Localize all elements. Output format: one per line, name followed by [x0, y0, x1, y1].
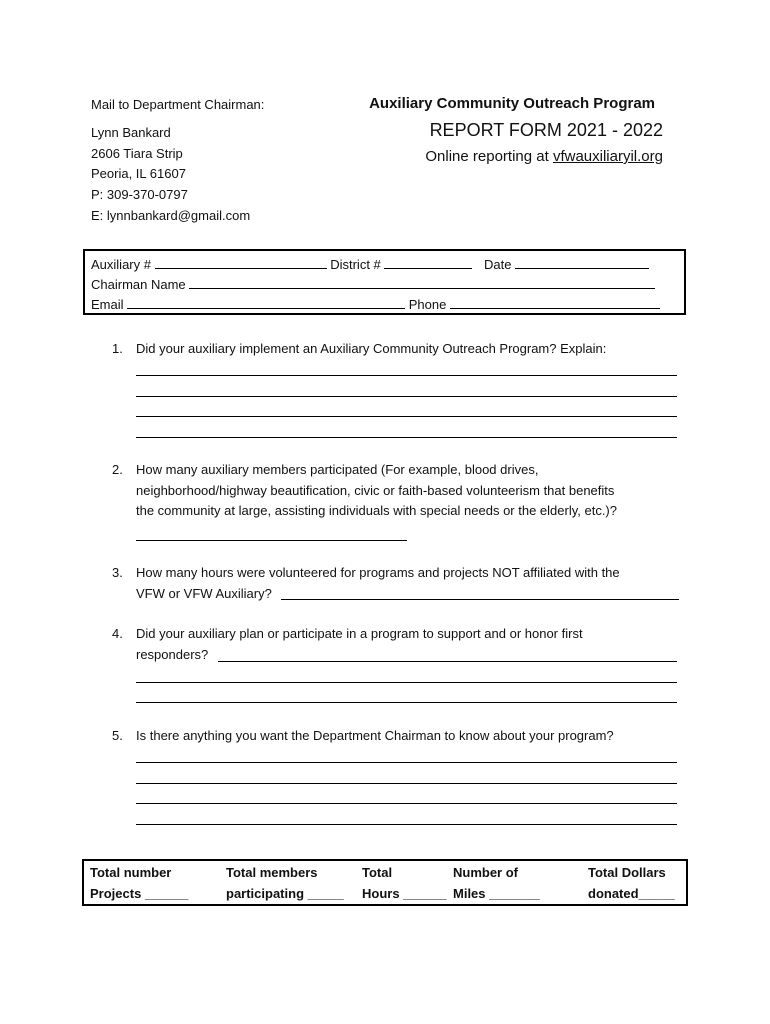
answer-line[interactable]	[136, 416, 677, 417]
question-number: 3.	[112, 565, 123, 580]
total-label: Number of	[453, 865, 518, 880]
question-text: How many hours were volunteered for programs and projects NOT affiliated with the	[136, 565, 620, 580]
answer-line[interactable]	[136, 375, 677, 376]
question-number: 4.	[112, 626, 123, 641]
answer-line[interactable]	[281, 599, 679, 600]
total-label: participating _____	[226, 885, 344, 901]
total-label: Total	[362, 865, 393, 880]
mail-to-label: Mail to Department Chairman:	[91, 97, 265, 112]
total-dollars[interactable]	[588, 863, 675, 904]
answer-line[interactable]	[136, 803, 677, 804]
report-title: REPORT FORM 2021 - 2022	[429, 120, 663, 140]
answer-line[interactable]	[136, 783, 677, 784]
answer-line[interactable]	[136, 702, 677, 703]
date-label: Date	[484, 257, 512, 272]
email-field[interactable]	[127, 296, 405, 309]
contact-name: Lynn Bankard	[91, 125, 171, 140]
contact-phone: P: 309-370-0797	[91, 187, 188, 203]
question-text: Did your auxiliary implement an Auxiliary Community Outreach Program? Explain:	[136, 341, 607, 356]
date-field[interactable]	[515, 256, 649, 269]
phone-label: Phone	[408, 297, 447, 312]
total-label: donated_____	[588, 885, 675, 901]
total-label: Hours ______	[362, 885, 447, 901]
total-hours[interactable]	[362, 863, 447, 904]
total-label: Miles _______	[453, 885, 540, 901]
answer-line[interactable]	[136, 824, 677, 825]
info-row-2	[91, 276, 655, 293]
answer-line[interactable]	[136, 540, 407, 541]
email-label: Email	[91, 297, 124, 312]
question-text: VFW or VFW Auxiliary?	[136, 585, 272, 601]
answer-line[interactable]	[136, 396, 677, 397]
info-row-1	[91, 256, 649, 273]
question-number: 2.	[112, 462, 123, 477]
online-reporting-link[interactable]: vfwauxiliaryil.org	[552, 148, 663, 165]
phone-field[interactable]	[450, 296, 660, 309]
district-number-field[interactable]	[384, 256, 472, 269]
online-reporting-prefix: Online reporting at	[425, 148, 553, 165]
answer-line[interactable]	[136, 762, 677, 763]
total-projects[interactable]	[90, 863, 188, 904]
question-text: responders?	[136, 646, 209, 662]
info-row-3	[91, 296, 660, 313]
question-number: 1.	[112, 341, 123, 356]
auxiliary-number-field[interactable]	[155, 256, 327, 269]
contact-email: E: lynnbankard@gmail.com	[91, 207, 251, 223]
question-number: 5.	[112, 728, 123, 743]
contact-block	[91, 125, 250, 228]
contact-city: Peoria, IL 61607	[91, 166, 186, 182]
total-label: Total members	[226, 865, 318, 880]
question-text: the community at large, assisting individuals with special needs or the elderly, etc.)?	[136, 503, 617, 518]
online-reporting	[300, 148, 663, 165]
district-label: District #	[330, 257, 381, 272]
chairman-name-field[interactable]	[189, 276, 655, 289]
total-label: Total Dollars	[588, 865, 666, 880]
total-members[interactable]	[226, 863, 344, 904]
total-miles[interactable]	[453, 863, 540, 904]
question-text: neighborhood/highway beautification, civic or faith-based volunteerism that benefits	[136, 482, 615, 498]
program-title: Auxiliary Community Outreach Program	[369, 95, 655, 112]
auxiliary-label: Auxiliary #	[91, 257, 151, 272]
answer-line[interactable]	[136, 682, 677, 683]
total-label: Projects ______	[90, 885, 189, 901]
question-text: How many auxiliary members participated (For example, blood drives,	[136, 462, 539, 477]
answer-line[interactable]	[136, 437, 677, 438]
question-text: Did your auxiliary plan or participate in a program to support and or honor first	[136, 626, 583, 641]
question-text: Is there anything you want the Department Chairman to know about your program?	[136, 728, 614, 743]
answer-line[interactable]	[218, 661, 677, 662]
chairman-name-label: Chairman Name	[91, 277, 186, 292]
contact-street: 2606 Tiara Strip	[91, 145, 183, 161]
total-label: Total number	[90, 865, 172, 880]
